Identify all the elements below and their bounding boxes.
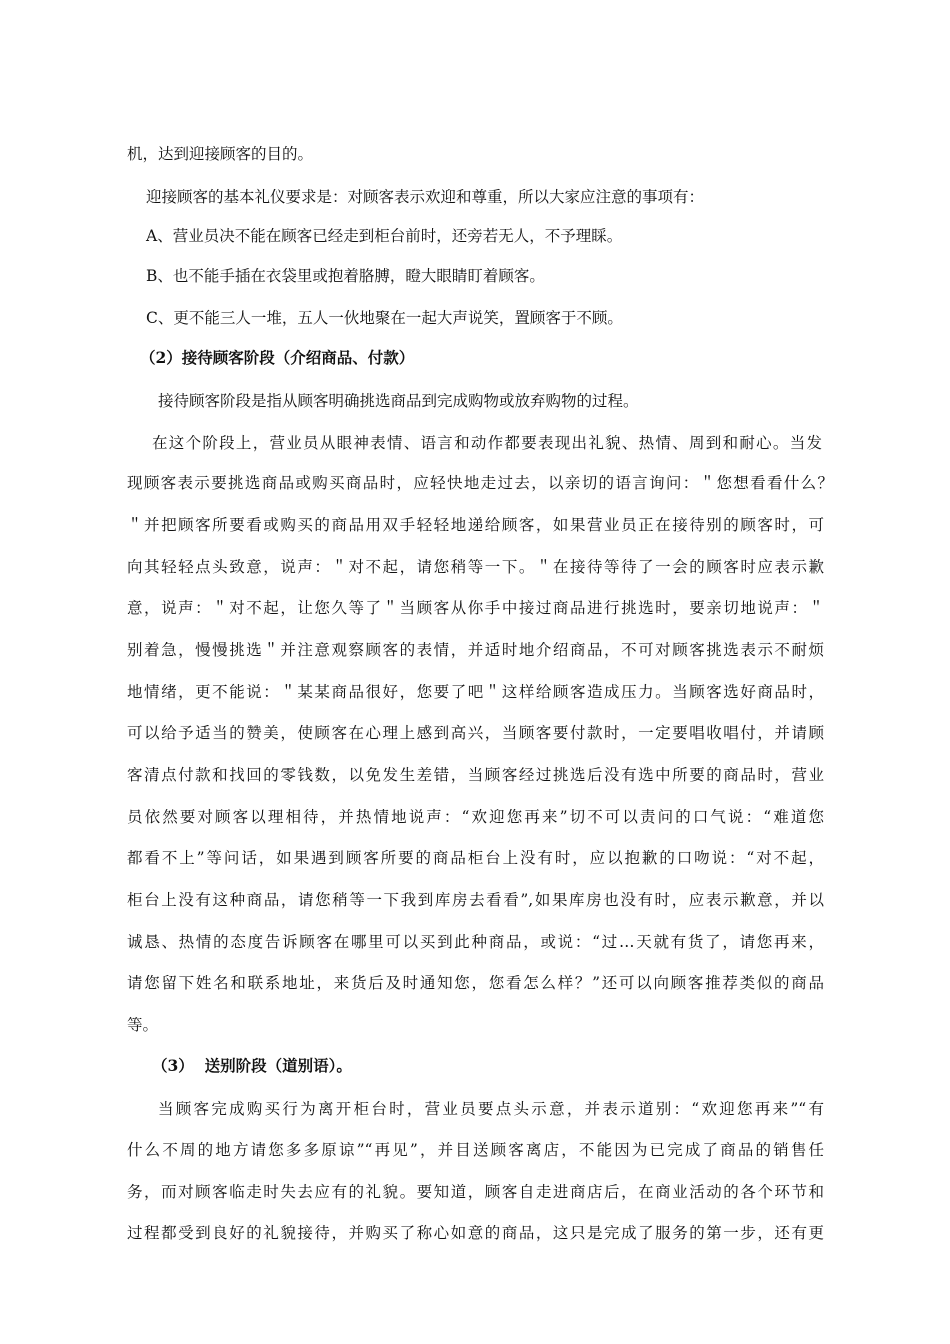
paragraph-line: 接待顾客阶段是指从顾客明确挑选商品到完成购物或放弃购物的过程。 bbox=[158, 392, 639, 410]
paragraph-line: 意，说声：＂对不起，让您久等了＂当顾客从你手中接过商品进行挑选时，要亲切地说声：＂ bbox=[127, 599, 824, 617]
paragraph-line: 什么不周的地方请您多多原谅”“再见”，并目送顾客离店，不能因为已完成了商品的销售任 bbox=[127, 1141, 824, 1159]
paragraph-line: 等。 bbox=[127, 1016, 159, 1034]
paragraph-line: 柜台上没有这种商品，请您稍等一下我到库房去看看”,如果库房也没有时，应表示歉意，并以 bbox=[127, 891, 824, 909]
section-heading: （3） 送别阶段（道别语）。 bbox=[152, 1056, 352, 1075]
paragraph-line: 地情绪，更不能说：＂某某商品很好，您要了吧＂这样给顾客造成压力。当顾客选好商品时， bbox=[127, 683, 824, 701]
list-item-b: B、也不能手插在衣袋里或抱着胳膊，瞪大眼睛盯着顾客。 bbox=[146, 267, 545, 285]
paragraph-line: 客清点付款和找回的零钱数，以免发生差错，当顾客经过挑选后没有选中所要的商品时，营业 bbox=[127, 766, 824, 784]
paragraph-line: 诚恳、热情的态度告诉顾客在哪里可以买到此种商品，或说：“过…天就有货了，请您再来， bbox=[127, 933, 824, 951]
section-heading: （2）接待顾客阶段（介绍商品、付款） bbox=[140, 348, 415, 367]
paragraph-line: 别着急，慢慢挑选＂并注意观察顾客的表情，并适时地介绍商品，不可对顾客挑选表示不耐烦 bbox=[127, 641, 824, 659]
paragraph-line: 都看不上”等问话，如果遇到顾客所要的商品柜台上没有时，应以抱歉的口吻说：“对不起， bbox=[127, 849, 824, 867]
paragraph-line: 员依然要对顾客以理相待，并热情地说声：“欢迎您再来”切不可以责问的口气说：“难道您 bbox=[127, 808, 824, 826]
list-item-c: C、更不能三人一堆，五人一伙地聚在一起大声说笑，置顾客于不顾。 bbox=[146, 309, 623, 327]
paragraph-line: 请您留下姓名和联系地址，来货后及时通知您，您看怎么样？”还可以向顾客推荐类似的商品 bbox=[127, 974, 824, 992]
paragraph-line: 过程都受到良好的礼貌接待，并购买了称心如意的商品，这只是完成了服务的第一步，还有更 bbox=[127, 1224, 824, 1242]
paragraph-line: 可以给予适当的赞美，使顾客在心理上感到高兴，当顾客要付款时，一定要唱收唱付，并请顾 bbox=[127, 724, 824, 742]
list-item-a: A、营业员决不能在顾客已经走到柜台前时，还旁若无人，不予理睬。 bbox=[146, 227, 623, 245]
paragraph-line: 现顾客表示要挑选商品或购买商品时，应轻快地走过去，以亲切的语言询问：＂您想看看什么？ bbox=[127, 474, 833, 492]
paragraph-line: 机，达到迎接顾客的目的。 bbox=[127, 145, 314, 163]
paragraph-line: 在这个阶段上，营业员从眼神表情、语言和动作都要表现出礼貌、热情、周到和耐心。当发 bbox=[152, 434, 822, 452]
paragraph-line: 向其轻轻点头致意，说声：＂对不起，请您稍等一下。＂在接待等待了一会的顾客时应表示歉 bbox=[127, 558, 824, 576]
paragraph-line: 迎接顾客的基本礼仪要求是：对顾客表示欢迎和尊重，所以大家应注意的事项有： bbox=[146, 188, 705, 206]
paragraph-line: ＂并把顾客所要看或购买的商品用双手轻轻地递给顾客，如果营业员正在接待别的顾客时，可 bbox=[127, 516, 824, 534]
paragraph-line: 务，而对顾客临走时失去应有的礼貌。要知道，顾客自走进商店后，在商业活动的各个环节和 bbox=[127, 1183, 824, 1201]
paragraph-line: 当顾客完成购买行为离开柜台时，营业员要点头示意，并表示道别：“欢迎您再来”“有 bbox=[158, 1100, 824, 1118]
